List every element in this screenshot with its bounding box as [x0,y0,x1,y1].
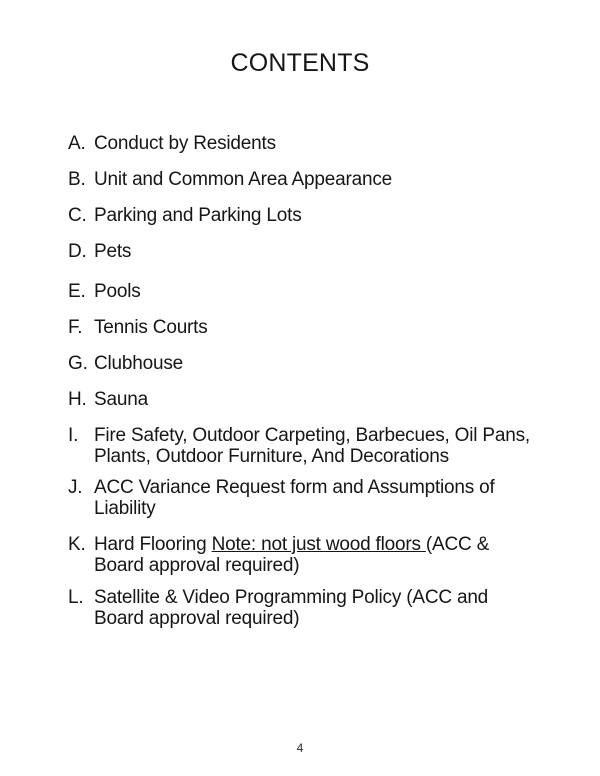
toc-item-label: E. [68,281,86,302]
toc-item-label: K. [68,534,86,555]
toc-item-g [68,353,600,374]
toc-item-text-segment: (ACC & [425,534,490,555]
toc-item-k [68,534,600,576]
toc-item-text [94,534,600,576]
toc-item-text: Clubhouse [94,353,184,374]
toc-item-label: B. [68,169,86,190]
toc-item-i [68,425,600,467]
toc-item-d [68,241,600,262]
toc-item-text [94,425,600,467]
toc-item-b [68,169,600,190]
toc-item-label: C. [68,205,87,226]
toc-item-h [68,389,600,410]
toc-item-a [68,133,600,154]
toc-item-text: Pools [94,281,141,302]
toc-item-label: I. [68,425,79,446]
toc-item-text-line: Plants, Outdoor Furniture, And Decorations [94,446,449,467]
toc-item-f [68,317,600,338]
toc-item-label: H. [68,389,87,410]
toc-item-text: Sauna [94,389,148,410]
toc-item-c [68,205,600,226]
toc-item-label: D. [68,241,87,262]
toc-item-text-line: Board approval required) [94,608,300,629]
toc-item-text: Tennis Courts [94,317,208,338]
toc-item-text: Parking and Parking Lots [94,205,302,226]
page-title: CONTENTS [230,49,370,77]
toc-item-j [68,477,600,519]
toc-item-l [68,587,600,629]
toc-item-text: Conduct by Residents [94,133,276,154]
toc-item-label: F. [68,317,83,338]
toc-item-text-segment: Hard Flooring [94,534,212,555]
table-of-contents [68,133,600,629]
toc-item-label: J. [68,477,83,498]
page-number: 4 [296,741,304,755]
toc-item-text-line: Board approval required) [94,555,300,576]
toc-item-label: L. [68,587,84,608]
toc-item-e [68,281,600,302]
toc-item-text: Unit and Common Area Appearance [94,169,392,190]
toc-item-label: G. [68,353,88,374]
toc-item-text: Pets [94,241,132,262]
toc-item-label: A. [68,133,86,154]
toc-item-underlined-note: Note: not just wood floors [211,534,426,555]
toc-item-text-line: Satellite & Video Programming Policy (ACC and [94,587,489,608]
toc-item-text: ACC Variance Request form and Assumptions of Liability [94,477,495,519]
toc-item-text [94,587,600,629]
toc-item-text-line: Fire Safety, Outdoor Carpeting, Barbecues, Oil Pans, [94,425,530,446]
toc-item-text-line [94,534,560,555]
